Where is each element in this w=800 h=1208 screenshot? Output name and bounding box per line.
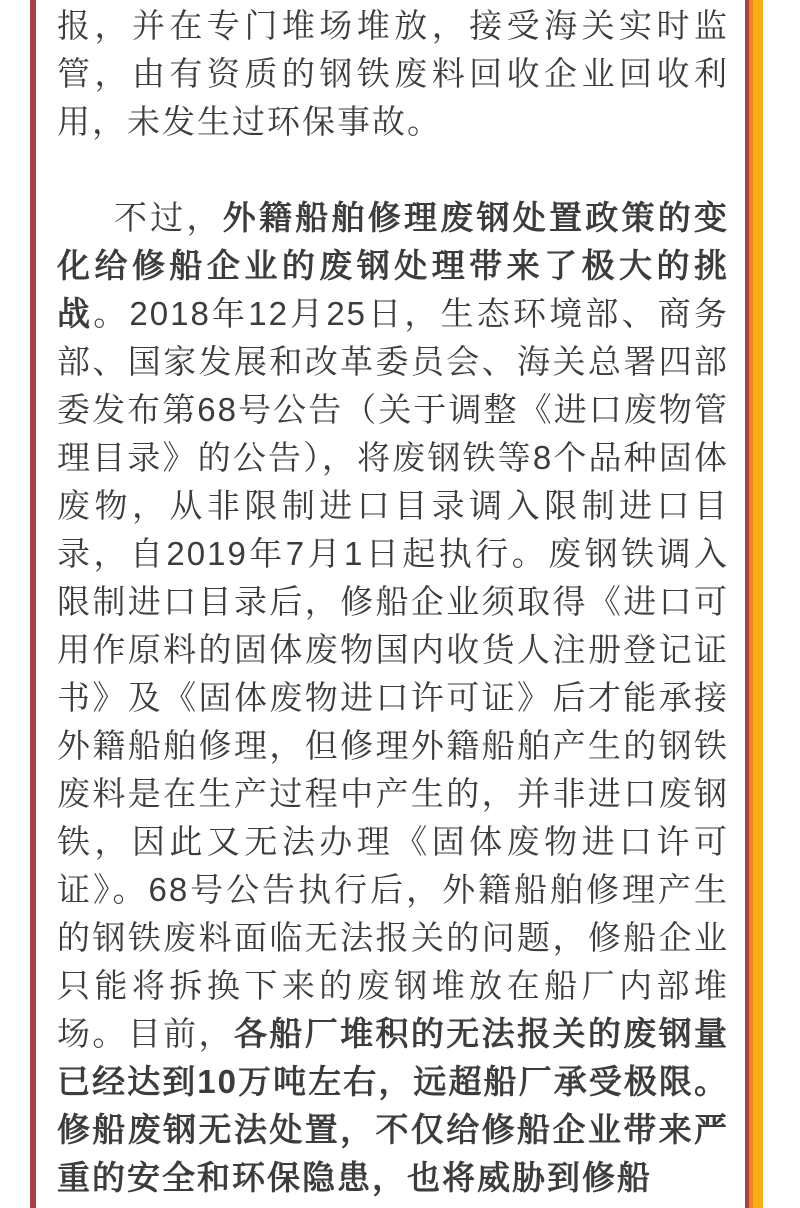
text-segment: 报，并在专门堆场堆放，接受海关实时监管，由有资质的钢铁废料回收企业回收利用，未发生过环保事故。 (57, 7, 729, 140)
text-segment: 。2018年12月25日，生态环境部、商务部、国家发展和改革委员会、海关总署四部委发布第68号公告（关于调整《进口废物管理目录》的公告），将废钢铁等8个品种固体废物，从非限制进口目录调入限制进口目录，自2019年7月1日起执行。废钢铁调入限制进口目录后，修船企业须取得《进口可用作原料的固体废物国内收货人注册登记证书》及《固体废物进口许可证》后才能承接外籍船舶修理，但修理外籍船舶产生的钢铁废料是在生产过程中产生的，并非进口废钢铁，因此又无法办理《固体废物进口许可证》。68号公告执行后，外籍船舶修理产生的钢铁废料面临无法报关的问题，修船企业只能将拆换下来的废钢堆放在船厂内部堆场。目前， (57, 295, 730, 1052)
emphasized-text-segment: 各船厂堆积的无法报关的废钢量已经达到10万吨左右，远超船厂承受极限。修船废钢无法处置，不仅给修船企业带来严重的安全和环保隐患，也将威胁到修船 (57, 1015, 730, 1196)
article-body (57, 2, 729, 1202)
left-accent-bar (30, 0, 36, 1208)
text-segment: 不过， (114, 199, 223, 236)
right-accent-amber-stripe (753, 0, 763, 1208)
right-accent-bar (745, 0, 763, 1208)
paragraph (57, 194, 729, 1202)
paragraph (57, 2, 729, 146)
emphasized-text-segment: 外籍船舶修理废钢处置政策的变化给修船企业的废钢处理带来了极大的挑战 (57, 199, 729, 332)
